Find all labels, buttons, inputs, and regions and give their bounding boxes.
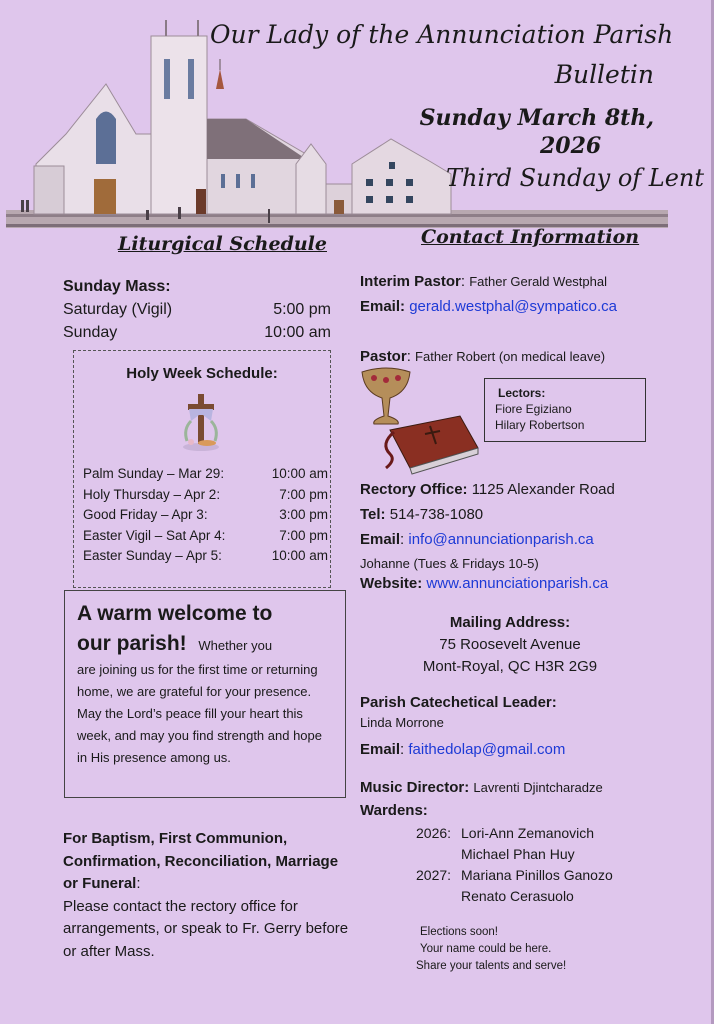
bulletin-date: Sunday March 8th,: [419, 105, 654, 131]
music-director: Music Director: Lavrenti Djintcharadze: [360, 779, 603, 796]
holy-week-box: [73, 350, 331, 588]
rectory-office: Rectory Office: 1125 Alexander Road: [360, 481, 615, 498]
bulletin-title: Our Lady of the Annunciation Parish: [210, 20, 674, 49]
warden-row: Michael Phan Huy: [461, 846, 575, 862]
holy-week-time: 7:00 pm: [279, 527, 328, 543]
holy-week-row: [83, 485, 328, 506]
sacraments-colon: :: [136, 875, 141, 892]
mailing-address: [360, 612, 660, 678]
warden-row: 2027: Mariana Pinillos Ganozo: [416, 867, 613, 883]
lectors-heading: Lectors:: [498, 386, 546, 400]
chalice-and-bible-icon: [360, 364, 480, 476]
interim-pastor-email-link[interactable]: gerald.westphal@sympatico.ca: [409, 298, 618, 315]
liturgical-day: Third Sunday of Lent: [446, 164, 705, 192]
cross-icon: [181, 391, 221, 453]
telephone: Tel: 514-738-1080: [360, 506, 484, 523]
office-email: Email: info@annunciationparish.ca: [360, 531, 594, 548]
holy-week-time: 3:00 pm: [279, 507, 328, 523]
liturgical-schedule-heading: Liturgical Schedule: [118, 233, 327, 255]
holy-week-time: 10:00 am: [271, 548, 328, 564]
holy-week-label: Easter Sunday – Apr 5:: [83, 548, 222, 564]
catechetical-leader: Parish Catechetical Leader: Linda Morrone: [360, 694, 557, 730]
lector-name: Hilary Robertson: [495, 418, 585, 432]
mass-row: [63, 321, 331, 344]
bulletin-subtitle: Bulletin: [554, 60, 654, 89]
office-hours: Johanne (Tues & Fridays 10-5): [360, 556, 539, 571]
welcome-headline: A warm welcome to: [77, 602, 273, 625]
holy-week-label: Easter Vigil – Sat Apr 4:: [83, 527, 226, 543]
holy-week-row: [83, 546, 328, 567]
warden-row: Renato Cerasuolo: [461, 888, 574, 904]
wardens-list: [416, 823, 613, 907]
holy-week-list: [83, 464, 328, 567]
mass-row: [63, 298, 331, 321]
mass-label: Saturday (Vigil): [63, 301, 173, 318]
mailing-line: Mont-Royal, QC H3R 2G9: [422, 658, 598, 675]
catechetical-email: Email: faithedolap@gmail.com: [360, 741, 566, 758]
holy-week-time: 10:00 am: [271, 466, 328, 481]
mass-label: Sunday: [63, 324, 118, 341]
bulletin-year: 2026: [540, 133, 602, 159]
interim-pastor-email: Email: gerald.westphal@sympatico.ca: [360, 298, 618, 315]
website-link[interactable]: www.annunciationparish.ca: [426, 575, 609, 592]
mailing-line: 75 Roosevelt Avenue: [439, 636, 581, 653]
wardens-heading: Wardens:: [360, 802, 428, 819]
sacraments-body: Please contact the rectory office for arrangements, or speak to Fr. Gerry before or after Mass.: [63, 897, 349, 960]
mailing-heading: Mailing Address:: [449, 614, 571, 631]
elections-note: Elections soon! Your name could be here. Share your talents and serve!: [416, 926, 567, 972]
holy-week-heading: Holy Week Schedule:: [126, 365, 278, 382]
sacraments-heading: For Baptism, First Communion, Confirmation, Reconciliation, Marriage or Funeral: [63, 830, 339, 892]
welcome-headline-2: our parish!: [77, 632, 187, 655]
holy-week-label: Palm Sunday – Mar 29:: [83, 466, 225, 481]
interim-pastor: Interim Pastor: Father Gerald Westphal: [360, 273, 607, 290]
pastor: Pastor: Father Robert (on medical leave): [360, 348, 606, 365]
contact-information-heading: Contact Information: [421, 226, 640, 248]
welcome-body: are joining us for the first time or returning home, we are grateful for your presence. May the Lord’s peace fill your heart this week, and may you find strength and hope in His presence among us.: [77, 662, 322, 765]
holy-week-row: [83, 505, 328, 526]
holy-week-time: 7:00 pm: [279, 486, 328, 502]
sunday-mass-heading: Sunday Mass:: [63, 278, 171, 295]
catechetical-email-link[interactable]: faithedolap@gmail.com: [408, 741, 566, 758]
website: Website: www.annunciationparish.ca: [360, 575, 609, 592]
lectors-box: [484, 378, 646, 442]
holy-week-label: Good Friday – Apr 3:: [83, 507, 208, 523]
welcome-box: [64, 590, 346, 798]
warden-row: 2026: Lori-Ann Zemanovich: [416, 825, 595, 841]
mass-time: 10:00 am: [264, 324, 331, 341]
holy-week-label: Holy Thursday – Apr 2:: [83, 486, 221, 502]
welcome-body-start: Whether you: [198, 638, 273, 653]
sacraments-section: [63, 828, 353, 963]
office-email-link[interactable]: info@annunciationparish.ca: [408, 531, 594, 548]
holy-week-row: [83, 464, 328, 485]
holy-week-row: [83, 526, 328, 547]
mass-time: 5:00 pm: [273, 301, 331, 318]
lector-name: Fiore Egiziano: [495, 402, 572, 416]
sunday-mass-section: [63, 278, 331, 344]
